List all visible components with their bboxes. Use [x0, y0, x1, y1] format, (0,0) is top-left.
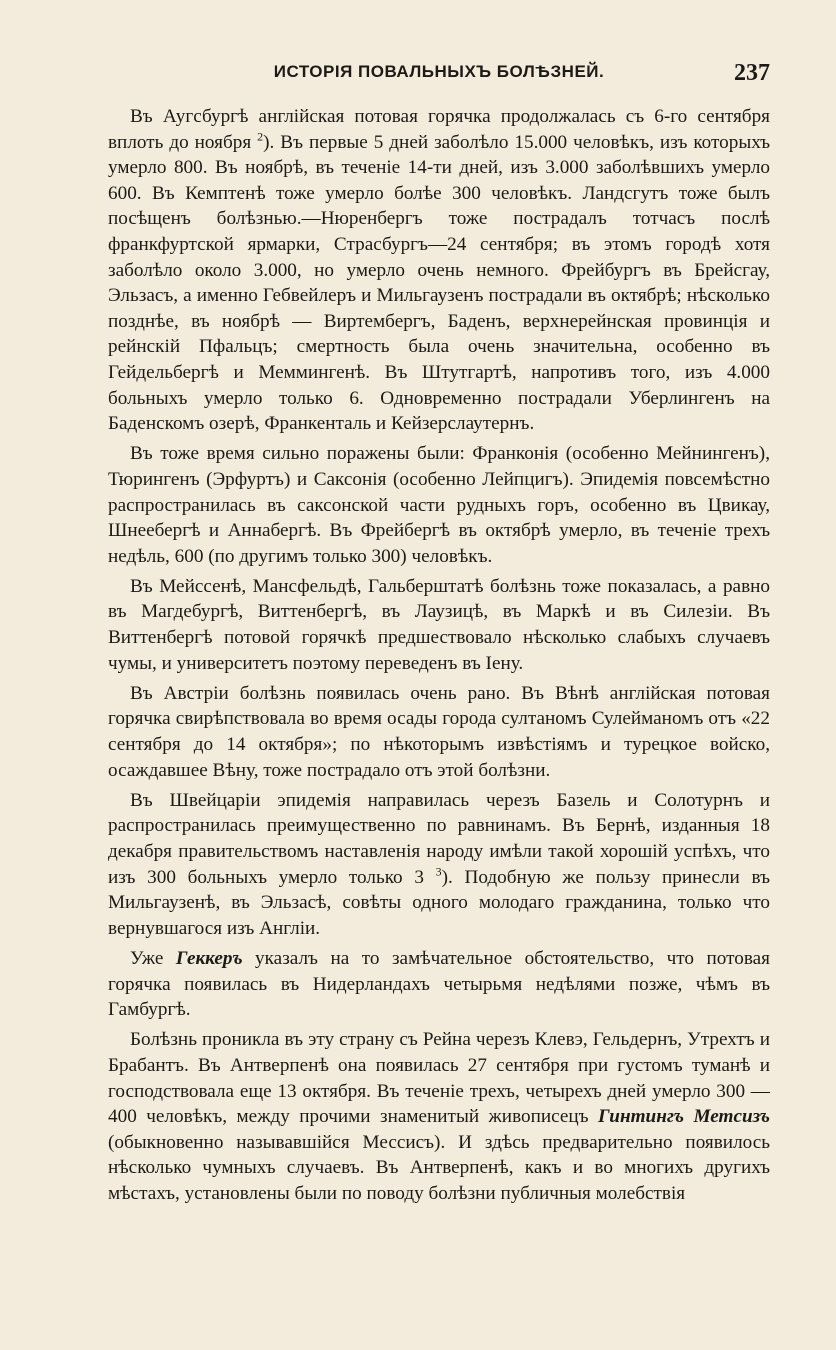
paragraph	[108, 441, 770, 569]
text-run: Въ Мейссенѣ, Мансфельдѣ, Гальберштатѣ болѣзнь тоже показалась, а равно въ Магдебургѣ, Виттенбергѣ, въ Лаузицѣ, въ Маркѣ и въ Силезіи. Въ Виттенбергѣ потовой горячкѣ предшествовало нѣсколько слабыхъ случаевъ чумы, и университетъ поэтому переведенъ въ Іену.	[108, 575, 770, 674]
text-run: Въ Австріи болѣзнь появилась очень рано. Въ Вѣнѣ англійская потовая горячка свирѣпствовала во время осады города султаномъ Сулейманомъ отъ «22 сентября до 14 октября»; по нѣкоторымъ извѣстіямъ и турецкое войско, осаждавшее Вѣну, тоже пострадало отъ этой болѣзни.	[108, 682, 770, 781]
text-run: Въ тоже время сильно поражены были: Франконія (особенно Мейнингенъ), Тюрингенъ (Эрфуртъ) и Саксонія (особенно Лейпцигъ). Эпидемія повсемѣстно распространилась въ саксонской части рудныхъ горъ, особенно въ Цвикау, Шнеебергѣ и Аннабергѣ. Въ Фрейбергѣ въ октябрѣ умерло, въ теченіе трехъ недѣль, 600 (по другимъ только 300) человѣкъ.	[108, 443, 770, 567]
running-title: ИСТОРІЯ ПОВАЛЬНЫХЪ БОЛѢЗНЕЙ.	[273, 62, 605, 81]
body-text	[108, 104, 770, 1211]
text-run: Въ Швейцаріи эпидемія направилась черезъ Базель и Солотурнъ и распространилась преимущественно по равнинамъ. Въ Бернѣ, изданныя 18 декабря правительствомъ наставленія народу имѣли такой хорошій успѣхъ, что изъ 300 больныхъ умерло только 3	[108, 789, 770, 888]
footnote-ref: 3	[435, 864, 442, 879]
paragraph	[108, 788, 770, 942]
paragraph	[108, 1027, 770, 1206]
person-name: Геккеръ	[175, 947, 243, 969]
text-run: (обыкновенно называвшійся Мессисъ). И здѣсь предварительно появилось нѣсколько чумныхъ случаевъ. Въ Антверпенѣ, какъ и во многихъ другихъ мѣстахъ, установлены были по поводу болѣзни публичныя молебствія	[108, 1131, 770, 1204]
footnote-ref: 2	[257, 129, 264, 144]
text-run: Уже	[130, 947, 176, 969]
person-name: Гинтингъ Метсизъ	[598, 1106, 770, 1128]
paragraph	[108, 681, 770, 783]
page-number: 237	[734, 60, 770, 86]
text-run: ). Подобную же пользу принесли въ Мильгаузенѣ, въ Эльзасѣ, совѣты одного молодаго гражданина, только что вернувшагося изъ Англіи.	[108, 866, 770, 939]
text-run: указалъ на то замѣчательное обстоятельство, что потовая горячка появилась въ Нидерландахъ четырьмя недѣлями позже, чѣмъ въ Гамбургѣ.	[108, 947, 770, 1021]
text-run: Болѣзнь проникла въ эту страну съ Рейна черезъ Клевэ, Гельдернъ, Утрехтъ и Брабантъ. Въ Антверпенѣ она появилась 27 сентября при густомъ туманѣ и господствовала еще 13 октября. Въ теченіе трехъ, четырехъ дней умерло 300 — 400 человѣкъ, между прочими знаменитый живописецъ	[108, 1029, 770, 1128]
text-run: ). Въ первые 5 дней заболѣло 15.000 человѣкъ, изъ которыхъ умерло 800. Въ ноябрѣ, въ теченіе 14-ти дней, изъ 3.000 заболѣвшихъ умерло 600. Въ Кемптенѣ тоже умерло болѣе 300 человѣкъ. Ландсгутъ тоже былъ посѣщенъ болѣзнью.—Нюренбергъ тоже пострадалъ тотчасъ послѣ франкфуртской ярмарки, Страсбургъ—24 сентября; въ этомъ городѣ хотя заболѣло около 3.000, но умерло очень немного. Фрейбургъ въ Брейсгау, Эльзасъ, а именно Гебвейлеръ и Мильгаузенъ пострадали въ октябрѣ; нѣсколько позднѣе, въ ноябрѣ — Виртембергъ, Баденъ, верхнерейнская провинція и рейнскій Пфальцъ; смертность была очень значительна, особенно въ Гейдельбергѣ и Меммингенѣ. Въ Штутгартѣ, напротивъ того, изъ 4.000 больныхъ умерло только 6. Одновременно пострадали Уберлингенъ на Баденскомъ озерѣ, Франкенталь и Кейзерслаутернъ.	[108, 131, 771, 435]
paragraph	[108, 104, 770, 437]
paragraph	[108, 946, 770, 1023]
paragraph	[108, 574, 770, 676]
text-run: Въ Аугсбургѣ англійская потовая горячка продолжалась съ 6-го сентября вплоть до ноября	[108, 106, 770, 153]
page-header	[108, 60, 770, 88]
